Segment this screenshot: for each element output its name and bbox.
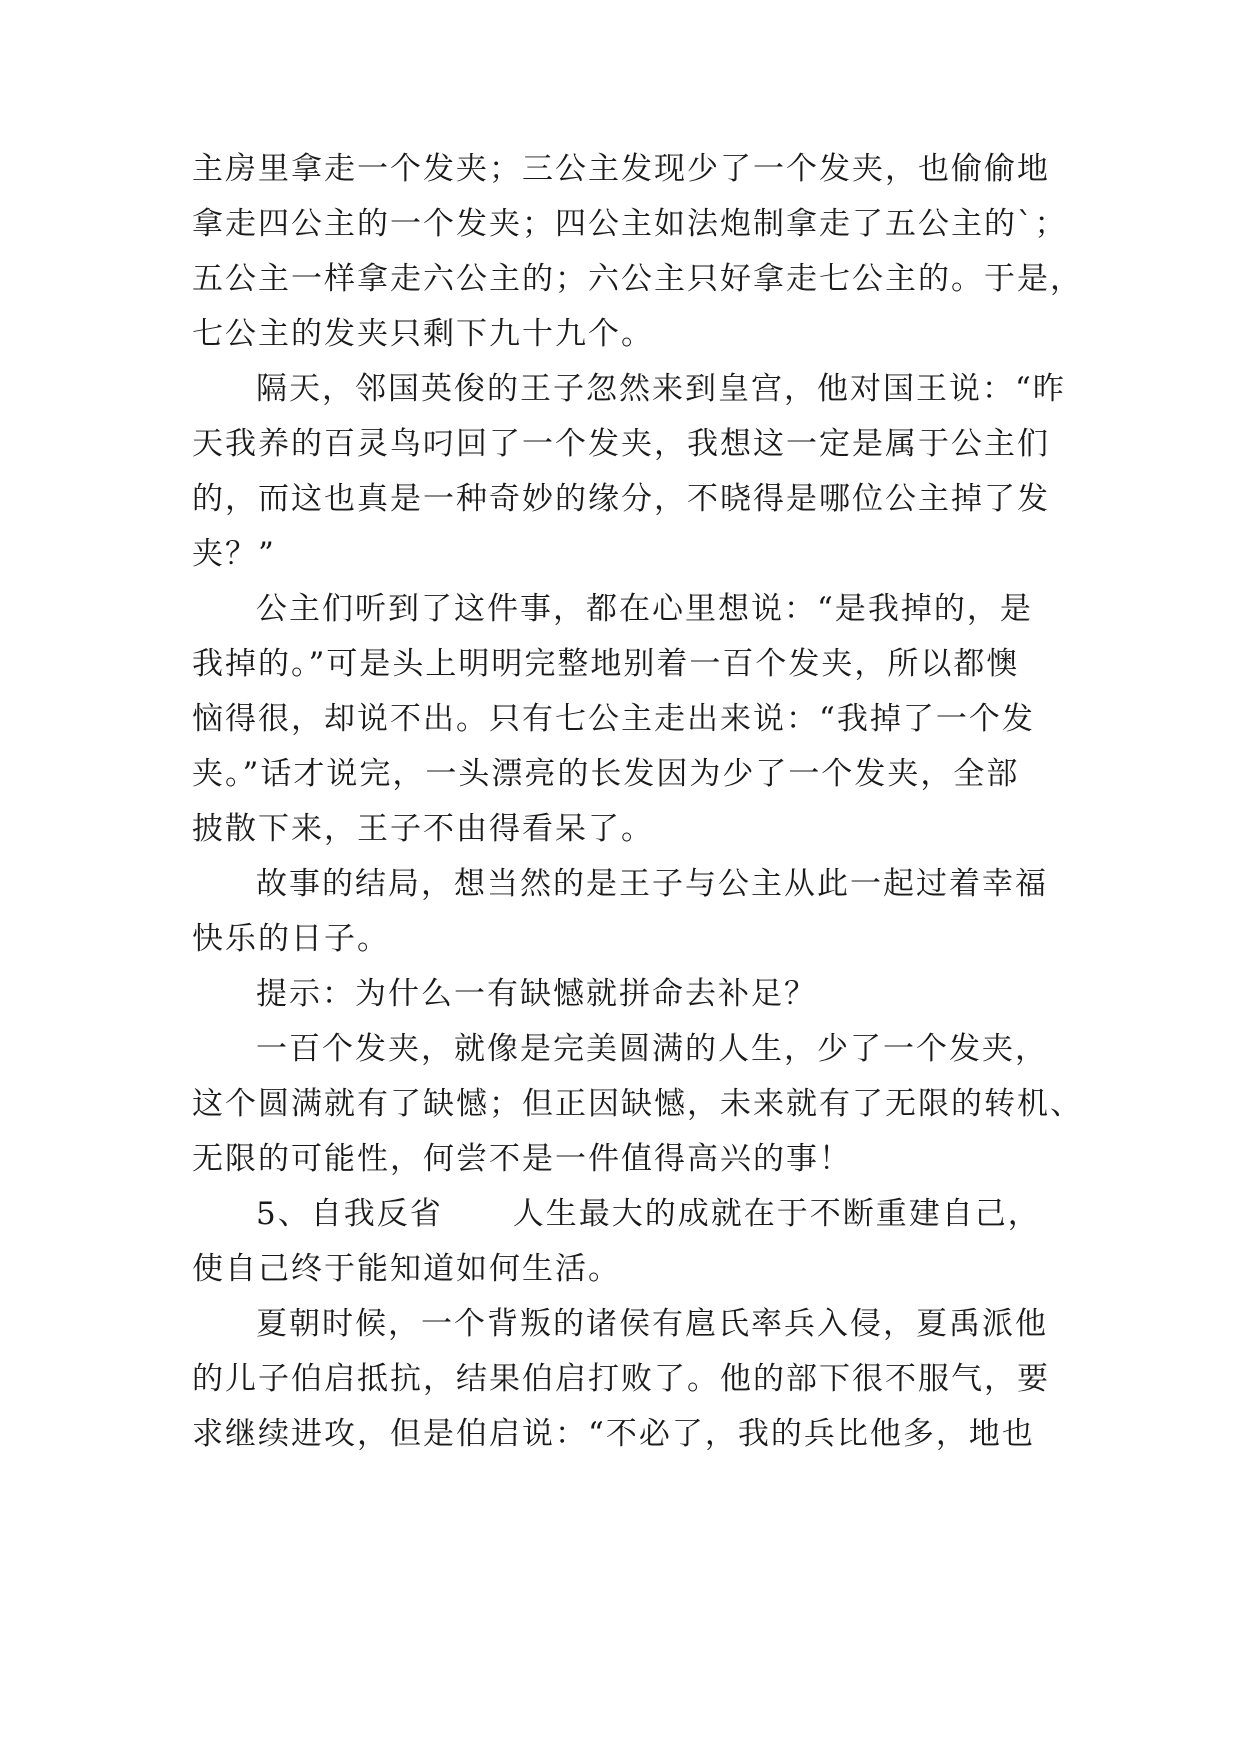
- text-line: 夹？”: [192, 536, 276, 572]
- paragraph-first-line: 故事的结局，想当然的是王子与公主从此一起过着幸福: [256, 866, 1048, 902]
- text-line: 的，而这也真是一种奇妙的缘分，不晓得是哪位公主掉了发: [192, 481, 1050, 517]
- text-line: 我掉的。”可是头上明明完整地别着一百个发夹，所以都懊: [192, 646, 1020, 682]
- section-heading-line: [256, 1194, 1136, 1234]
- paragraph-first-line: 夏朝时候，一个背叛的诸侯有扈氏率兵入侵，夏禹派他: [256, 1306, 1048, 1342]
- text-line: 的儿子伯启抵抗，结果伯启打败了。他的部下很不服气，要: [192, 1361, 1050, 1397]
- section-heading: 5、自我反省: [256, 1196, 443, 1232]
- text-line: 披散下来，王子不由得看呆了。: [192, 811, 654, 847]
- text-line: 快乐的日子。: [192, 921, 390, 957]
- hint-line: 提示：为什么一有缺憾就拼命去补足？: [256, 976, 817, 1012]
- text-line: 恼得很，却说不出。只有七公主走出来说：“我掉了一个发: [192, 701, 1035, 737]
- text-line: 求继续进攻，但是伯启说：“不必了，我的兵比他多，地也: [192, 1416, 1035, 1452]
- text-line: 五公主一样拿走六公主的；六公主只好拿走七公主的。于是，: [192, 261, 1083, 297]
- text-line: 无限的可能性，何尝不是一件值得高兴的事！: [192, 1141, 852, 1177]
- section-quote: 人生最大的成就在于不断重建自己，: [512, 1196, 1041, 1232]
- text-line: 使自己终于能知道如何生活。: [192, 1251, 621, 1287]
- text-line: 这个圆满就有了缺憾；但正因缺憾，未来就有了无限的转机、: [192, 1086, 1083, 1122]
- text-line: 天我养的百灵鸟叼回了一个发夹，我想这一定是属于公主们: [192, 426, 1050, 462]
- text-line: 七公主的发夹只剩下九十九个。: [192, 316, 654, 352]
- text-line: 拿走四公主的一个发夹；四公主如法炮制拿走了五公主的`；: [192, 206, 1068, 242]
- text-line: 夹。”话才说完，一头漂亮的长发因为少了一个发夹，全部: [192, 756, 1020, 792]
- paragraph-first-line: 隔天，邻国英俊的王子忽然来到皇宫，他对国王说：“昨: [256, 371, 1066, 407]
- paragraph-first-line: 公主们听到了这件事，都在心里想说：“是我掉的，是: [256, 591, 1033, 627]
- paragraph-first-line: 一百个发夹，就像是完美圆满的人生，少了一个发夹，: [256, 1031, 1048, 1067]
- text-line: 主房里拿走一个发夹；三公主发现少了一个发夹，也偷偷地: [192, 151, 1050, 187]
